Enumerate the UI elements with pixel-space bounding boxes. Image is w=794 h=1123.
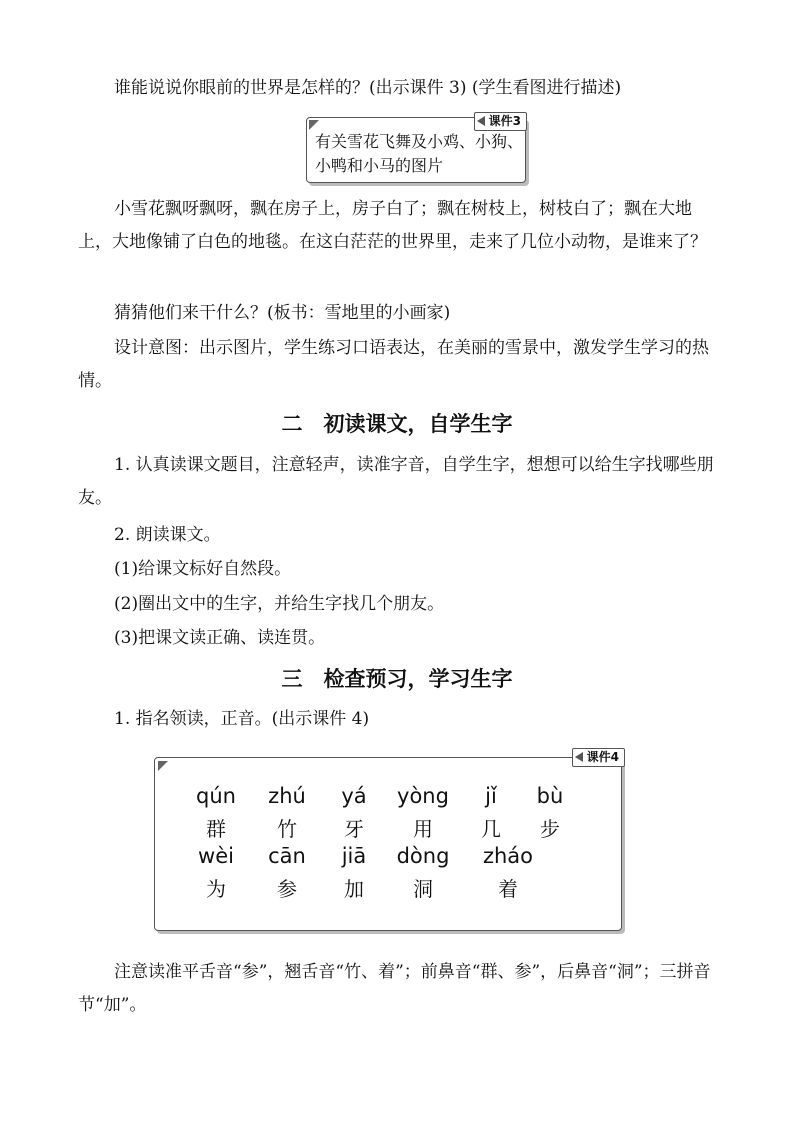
pinyin: yòng xyxy=(397,784,449,808)
pinyin: zháo xyxy=(482,844,534,868)
pinyin: cān xyxy=(268,844,306,868)
hanzi: 几 xyxy=(481,817,501,841)
section3-item1: 1. 指名领读，正音。(出示课件 4) xyxy=(114,709,370,729)
pronunciation-note: 注意读准平舌音“参”，翘舌音“竹、着”；前鼻音“群、参”，后鼻音“洞”；三拼音节“加”。 xyxy=(78,962,711,1015)
pinyin: jǐ xyxy=(485,784,497,808)
courseware3-box xyxy=(306,114,526,183)
section2-item2: 2. 朗读课文。 xyxy=(114,525,221,545)
hanzi: 参 xyxy=(277,877,297,901)
hanzi: 牙 xyxy=(344,817,364,841)
hanzi: 竹 xyxy=(277,817,297,841)
pinyin: wèi xyxy=(198,844,234,868)
hanzi: 群 xyxy=(206,817,226,841)
hanzi: 为 xyxy=(206,877,226,901)
box-corner xyxy=(309,120,319,130)
pinyin: bù xyxy=(536,784,564,808)
courseware3-tag: 课件3 xyxy=(474,112,527,131)
pinyin: yá xyxy=(341,784,367,808)
intro-line: 谁能说说你眼前的世界是怎样的？(出示课件 3) (学生看图进行描述) xyxy=(114,78,622,98)
paragraph-guess: 猜猜他们来干什么？(板书：雪地里的小画家) xyxy=(114,303,451,323)
paragraph-snow: 小雪花飘呀飘呀，飘在房子上，房子白了；飘在树枝上，树枝白了；飘在大地上，大地像铺了白色的地毯。在这白茫茫的世界里，走来了几位小动物，是谁来了？ xyxy=(78,199,707,252)
section2-sub2: (2)圈出文中的生字，并给生字找几个朋友。 xyxy=(114,594,445,614)
section2-sub1: (1)给课文标好自然段。 xyxy=(114,559,292,579)
box-corner xyxy=(158,761,168,771)
paragraph-design-intent: 设计意图：出示图片，学生练习口语表达，在美丽的雪景中，激发学生学习的热情。 xyxy=(78,338,709,391)
pinyin: zhú xyxy=(268,784,306,808)
pinyin: dòng xyxy=(396,844,450,868)
hanzi: 加 xyxy=(344,877,364,901)
section3-heading: 三 检查预习，学习生字 xyxy=(281,667,513,691)
hanzi: 洞 xyxy=(413,877,433,901)
courseware3-text: 有关雪花飞舞及小鸡、小狗、小鸭和小马的图片 xyxy=(315,132,524,175)
hanzi: 用 xyxy=(413,817,433,841)
hanzi: 着 xyxy=(498,877,518,901)
section2-item1: 1. 认真读课文题目，注意轻声，读准字音，自学生字，想想可以给生字找哪些朋友。 xyxy=(78,455,714,508)
courseware4-tag: 课件4 xyxy=(572,748,625,767)
courseware4-box xyxy=(154,750,622,931)
pinyin: jiā xyxy=(341,844,367,868)
pinyin: qún xyxy=(196,784,236,808)
hanzi: 步 xyxy=(540,817,560,841)
section2-sub3: (3)把课文读正确、读连贯。 xyxy=(114,628,326,648)
section2-heading: 二 初读课文，自学生字 xyxy=(281,412,513,436)
